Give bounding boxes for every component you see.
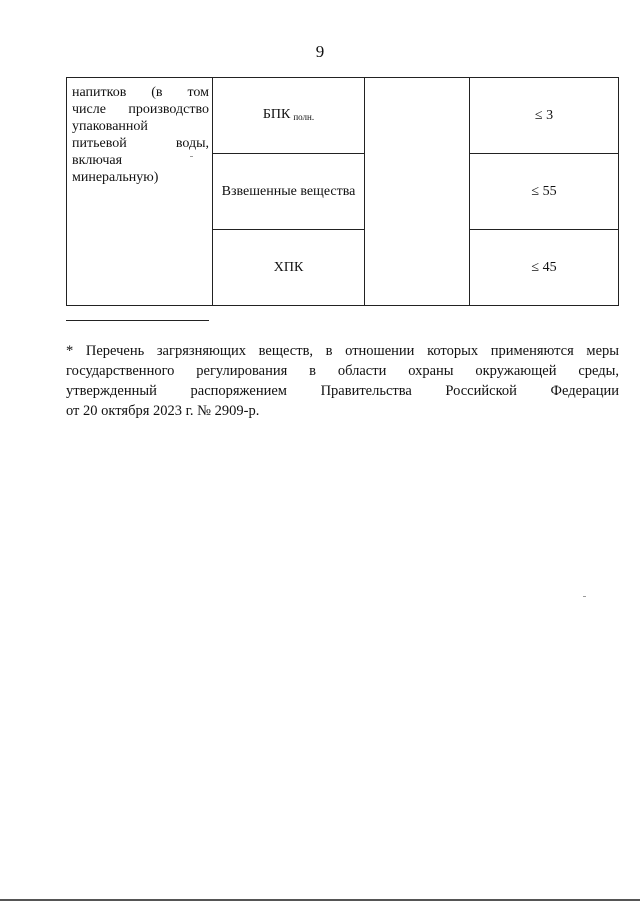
substance-subscript: полн. (293, 111, 315, 122)
footnote-line: от 20 октября 2023 г. № 2909-р. (66, 403, 260, 419)
limit-cell (470, 154, 619, 230)
substance-cell (213, 230, 365, 306)
limit-value: ≤ 3 (534, 108, 554, 123)
page-number: 9 (315, 42, 325, 61)
limit-value: ≤ 45 (531, 260, 557, 275)
substance-name: Взвешенные вещества (221, 184, 356, 199)
footnote-line: государственного регулирования в области охраны окружающей среды, (66, 363, 619, 379)
activity-line: числе производство (72, 102, 209, 117)
footnote (66, 341, 619, 421)
substance-cell (213, 78, 365, 154)
scan-speck (583, 596, 586, 597)
blank-cell (365, 78, 470, 306)
limit-cell (470, 78, 619, 154)
scan-bottom-edge (0, 899, 640, 901)
activity-line: упакованной (72, 119, 148, 134)
limit-value: ≤ 55 (531, 184, 557, 199)
activity-cell (67, 78, 213, 306)
activity-line: напитков (в том (72, 85, 209, 100)
table-row (67, 78, 619, 154)
limit-cell (470, 230, 619, 306)
activity-line: питьевой воды, (72, 136, 209, 151)
substance-cell (213, 154, 365, 230)
footnote-line: утвержденный распоряжением Правительства Российской Федерации (66, 383, 619, 399)
scan-speck (190, 156, 193, 157)
limits-table (66, 77, 619, 306)
substance-name: ХПК (273, 260, 304, 275)
footnote-line: * Перечень загрязняющих веществ, в отношении которых применяются меры (66, 343, 619, 359)
footnote-separator (66, 320, 209, 321)
activity-line: включая (72, 153, 123, 168)
substance-name: БПК (262, 106, 291, 122)
limits-table-wrap (66, 77, 619, 305)
activity-line: минеральную) (72, 170, 159, 185)
